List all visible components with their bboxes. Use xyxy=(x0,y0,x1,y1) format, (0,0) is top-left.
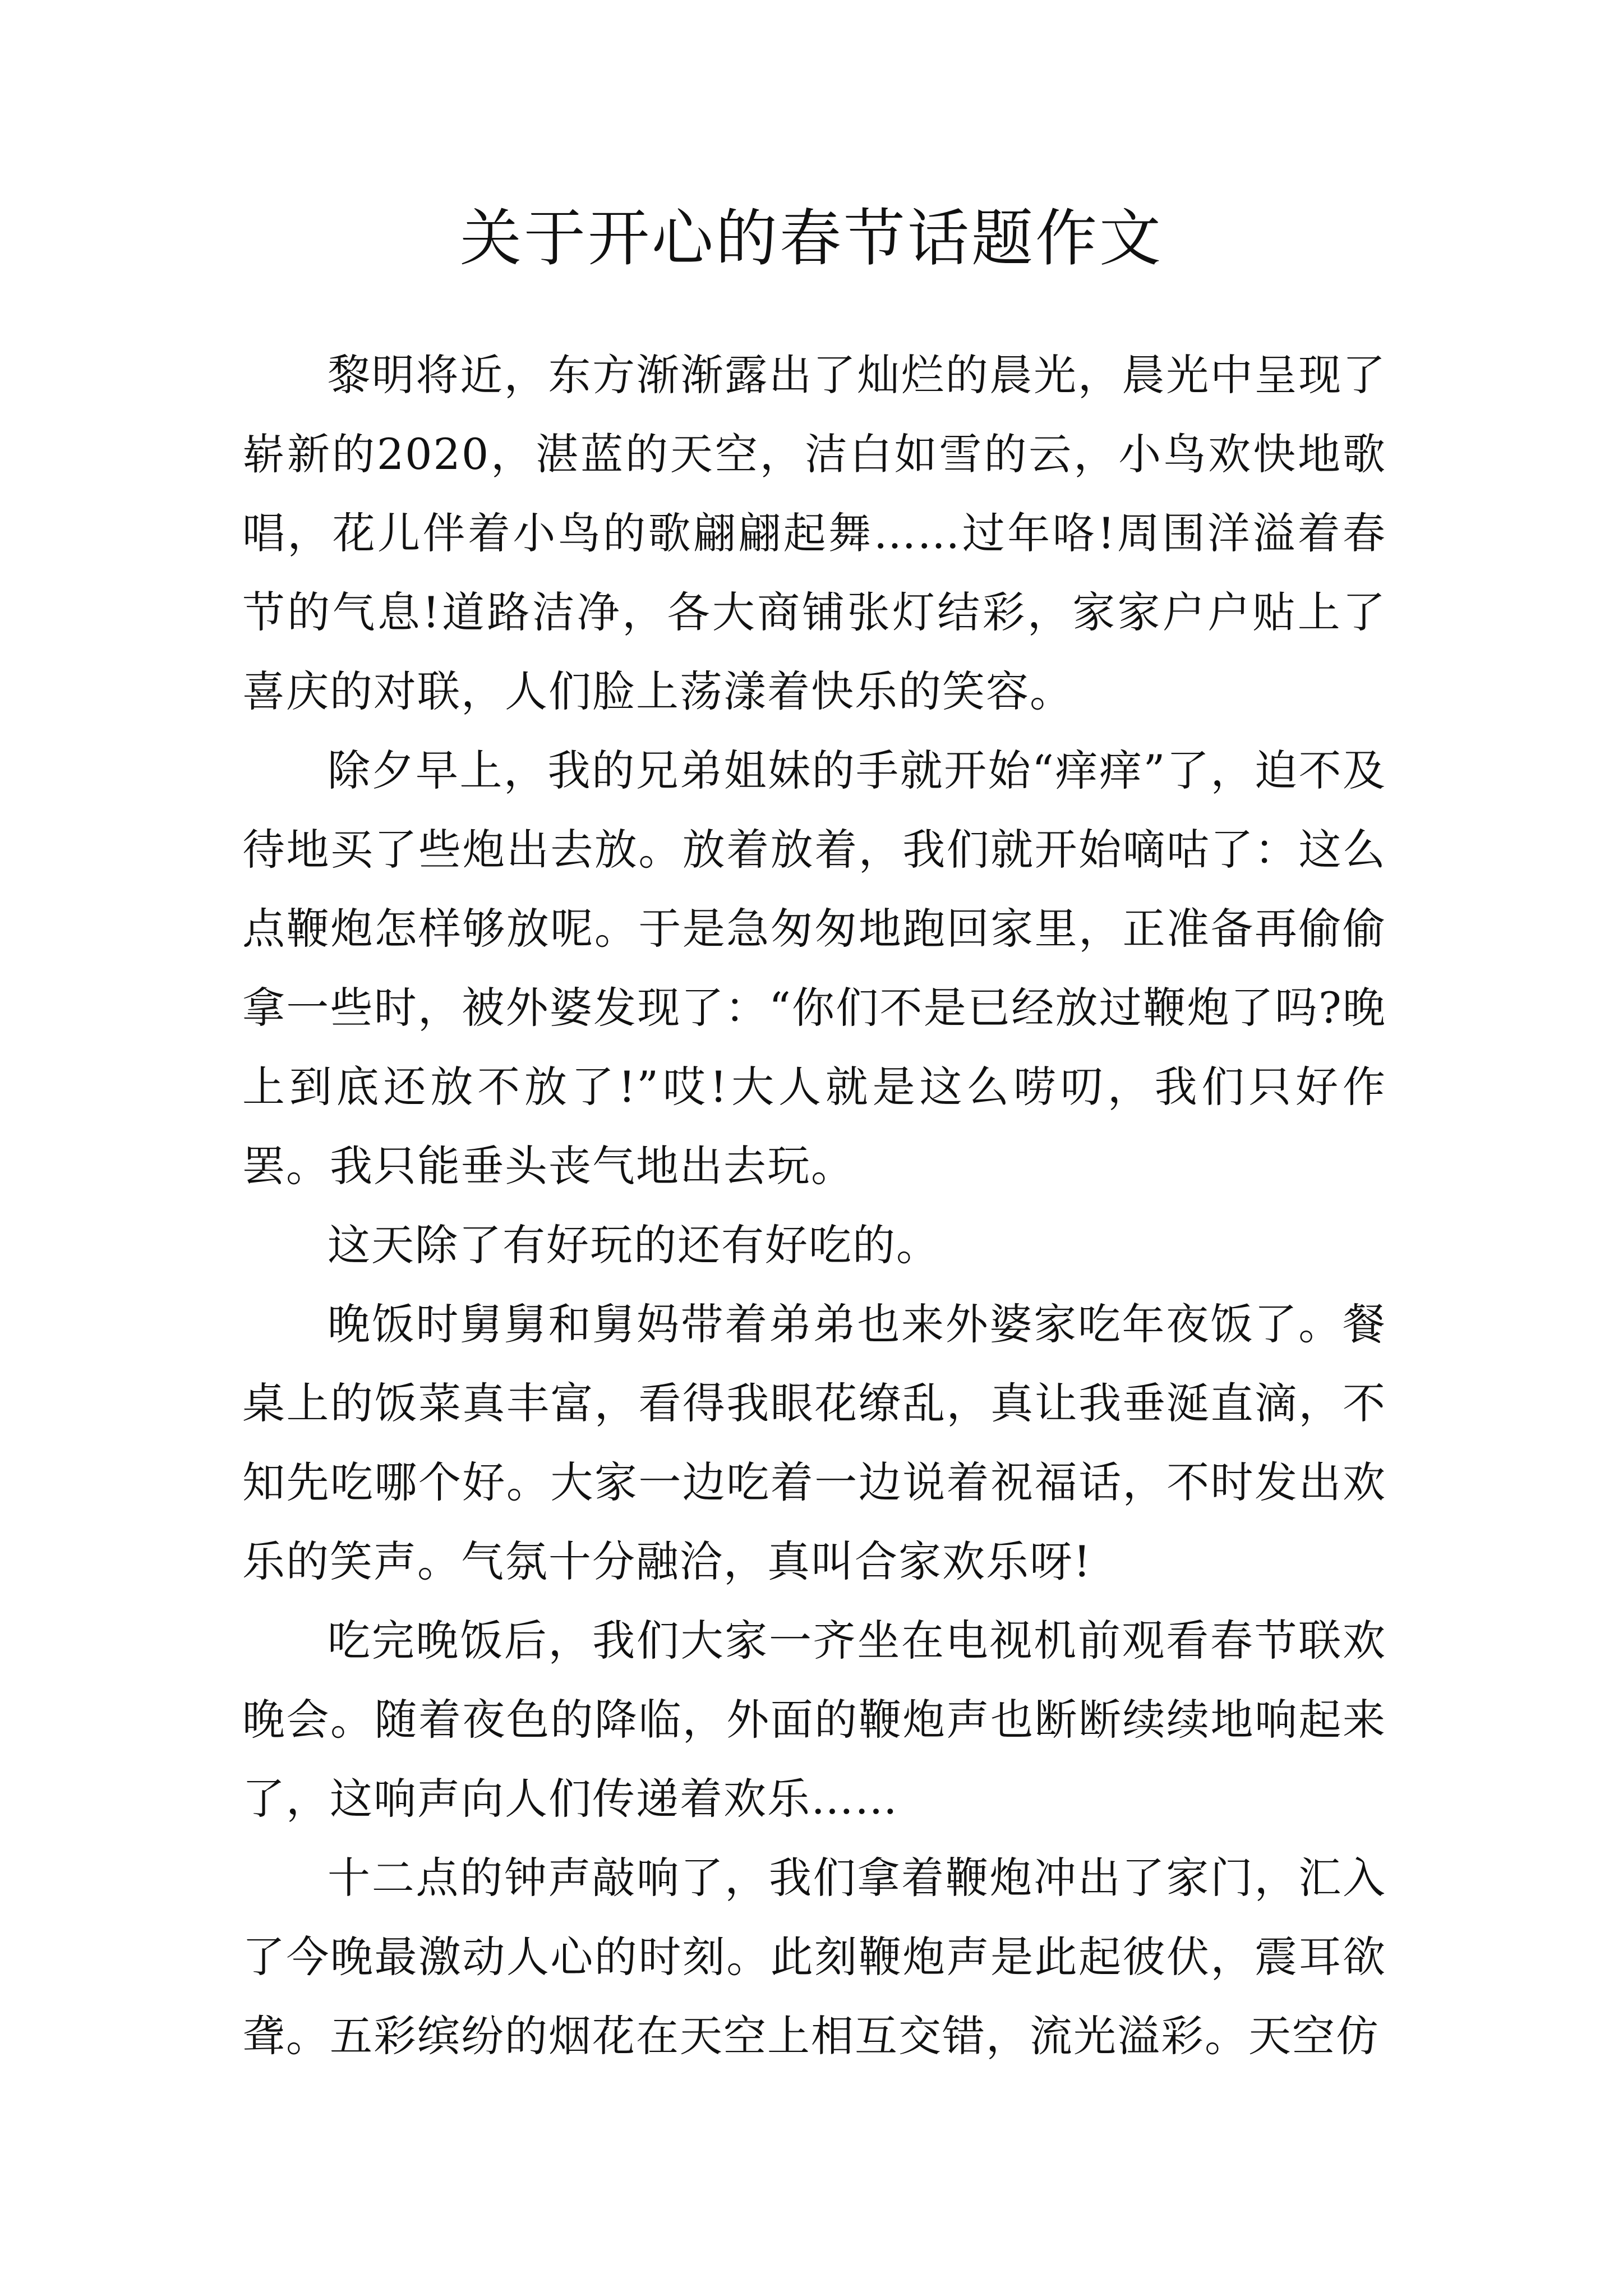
paragraph: 十二点的钟声敲响了，我们拿着鞭炮冲出了家门，汇入了今晚最激动人心的时刻。此刻鞭炮声是此起彼伏，震耳欲聋。五彩缤纷的烟花在天空上相互交错，流光溢彩。天空仿 xyxy=(242,1853,1386,2061)
paragraph: 除夕早上，我的兄弟姐妹的手就开始“痒痒”了，迫不及待地买了些炮出去放。放着放着，我们就开始嘀咕了：这么点鞭炮怎样够放呢。于是急匆匆地跑回家里，正准备再偷偷拿一些时，被外婆发现了：“你们不是已经放过鞭炮了吗?晚上到底还放不放了!”哎!大人就是这么唠叨，我们只好作罢。我只能垂头丧气地出去玩。 xyxy=(242,746,1386,1191)
document-body xyxy=(242,335,1386,2076)
paragraph: 吃完晚饭后，我们大家一齐坐在电视机前观看春节联欢晚会。随着夜色的降临，外面的鞭炮声也断断续续地响起来了，这响声向人们传递着欢乐…… xyxy=(242,1616,1386,1824)
paragraph: 这天除了有好玩的还有好吃的。 xyxy=(328,1220,940,1270)
paragraph: 黎明将近，东方渐渐露出了灿烂的晨光，晨光中呈现了崭新的2020，湛蓝的天空，洁白如雪的云，小鸟欢快地歌唱，花儿伴着小鸟的歌翩翩起舞……过年咯!周围洋溢着春节的气息!道路洁净，各大商铺张灯结彩，家家户户贴上了喜庆的对联，人们脸上荡漾着快乐的笑容。 xyxy=(242,350,1386,716)
document-title: 关于开心的春节话题作文 xyxy=(460,203,1163,274)
paragraph: 晚饭时舅舅和舅妈带着弟弟也来外婆家吃年夜饭了。餐桌上的饭菜真丰富，看得我眼花缭乱，真让我垂涎直滴，不知先吃哪个好。大家一边吃着一边说着祝福话，不时发出欢乐的笑声。气氛十分融洽，真叫合家欢乐呀! xyxy=(242,1299,1386,1586)
